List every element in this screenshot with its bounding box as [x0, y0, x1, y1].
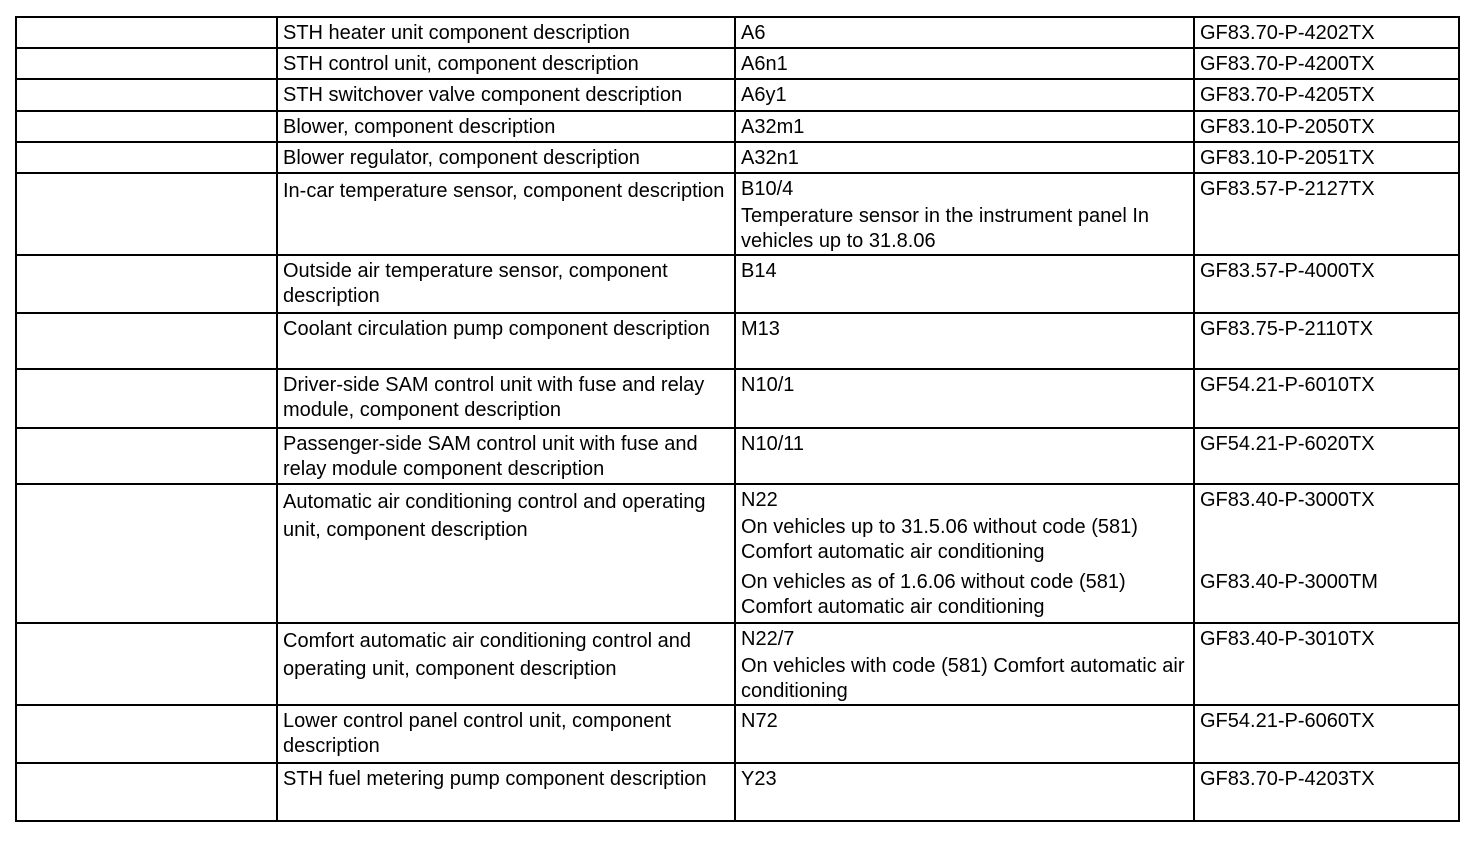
table-row [16, 111, 1459, 142]
reference-cell [1194, 79, 1459, 111]
blank-cell [16, 111, 277, 142]
description-cell: STH switchover valve component description [277, 79, 735, 111]
reference-link[interactable]: GF83.70-P-4205TX [1200, 84, 1375, 106]
code-value: M13 [741, 318, 780, 340]
code-cell [735, 484, 1194, 623]
table-row [16, 705, 1459, 763]
code-value: B14 [741, 260, 777, 282]
reference-link[interactable]: GF83.10-P-2050TX [1200, 116, 1375, 138]
description-cell: STH heater unit component description [277, 17, 735, 48]
reference-cell [1194, 17, 1459, 48]
reference-link[interactable]: GF83.75-P-2110TX [1200, 318, 1374, 340]
code-cell [735, 763, 1194, 821]
code-value: N22 [741, 489, 778, 511]
description-cell: In-car temperature sensor, component description [277, 173, 735, 255]
code-value: A6y1 [741, 84, 787, 106]
code-note: Temperature sensor in the instrument panel In vehicles up to 31.8.06 [741, 205, 1149, 252]
blank-cell [16, 369, 277, 428]
reference-cell [1194, 48, 1459, 79]
table-row [16, 17, 1459, 48]
code-cell [735, 173, 1194, 255]
code-cell [735, 428, 1194, 484]
description-cell: Blower, component description [277, 111, 735, 142]
code-cell [735, 369, 1194, 428]
reference-link[interactable]: GF83.57-P-4000TX [1200, 260, 1375, 282]
description-cell: STH control unit, component description [277, 48, 735, 79]
blank-cell [16, 173, 277, 255]
description-cell: Blower regulator, component description [277, 142, 735, 173]
reference-link[interactable]: GF83.40-P-3000TM [1200, 571, 1378, 593]
blank-cell [16, 705, 277, 763]
table-row [16, 255, 1459, 313]
code-note: On vehicles up to 31.5.06 without code (581) Comfort automatic air conditioning [741, 516, 1138, 563]
reference-cell [1194, 173, 1459, 255]
code-value: N10/1 [741, 374, 795, 396]
reference-link[interactable]: GF54.21-P-6020TX [1200, 433, 1375, 455]
description-cell: Driver-side SAM control unit with fuse and relay module, component description [277, 369, 735, 428]
blank-cell [16, 79, 277, 111]
reference-cell [1194, 763, 1459, 821]
blank-cell [16, 484, 277, 623]
table-row [16, 763, 1459, 821]
code-cell [735, 111, 1194, 142]
reference-cell [1194, 313, 1459, 369]
table-row [16, 484, 1459, 623]
component-reference-table [15, 16, 1460, 822]
code-note: On vehicles with code (581) Comfort automatic air conditioning [741, 655, 1185, 702]
blank-cell [16, 623, 277, 705]
table-row [16, 173, 1459, 255]
blank-cell [16, 142, 277, 173]
reference-cell [1194, 705, 1459, 763]
description-cell: Comfort automatic air conditioning control and operating unit, component description [277, 623, 735, 705]
reference-cell [1194, 428, 1459, 484]
description-cell: Outside air temperature sensor, component description [277, 255, 735, 313]
table-row [16, 428, 1459, 484]
code-cell [735, 48, 1194, 79]
reference-link[interactable]: GF83.40-P-3000TX [1200, 489, 1375, 511]
code-value: A6 [741, 22, 766, 44]
reference-cell [1194, 369, 1459, 428]
code-cell [735, 79, 1194, 111]
blank-cell [16, 255, 277, 313]
reference-link[interactable]: GF54.21-P-6060TX [1200, 710, 1375, 732]
blank-cell [16, 48, 277, 79]
code-cell [735, 255, 1194, 313]
table-row [16, 48, 1459, 79]
reference-cell [1194, 111, 1459, 142]
table-row [16, 313, 1459, 369]
reference-link[interactable]: GF83.70-P-4200TX [1200, 53, 1375, 75]
code-cell [735, 705, 1194, 763]
code-value: A32m1 [741, 116, 805, 138]
description-cell: Lower control panel control unit, component description [277, 705, 735, 763]
table-row [16, 79, 1459, 111]
reference-link[interactable]: GF83.70-P-4202TX [1200, 22, 1375, 44]
blank-cell [16, 313, 277, 369]
reference-link[interactable]: GF54.21-P-6010TX [1200, 374, 1375, 396]
description-cell: Passenger-side SAM control unit with fuse and relay module component description [277, 428, 735, 484]
reference-link[interactable]: GF83.70-P-4203TX [1200, 768, 1375, 790]
code-value: A6n1 [741, 53, 788, 75]
code-cell [735, 313, 1194, 369]
description-cell: Automatic air conditioning control and operating unit, component description [277, 484, 735, 623]
reference-link[interactable]: GF83.57-P-2127TX [1200, 178, 1375, 200]
table-row [16, 623, 1459, 705]
code-cell [735, 623, 1194, 705]
reference-link[interactable]: GF83.10-P-2051TX [1200, 147, 1375, 169]
reference-cell [1194, 484, 1459, 623]
description-cell: STH fuel metering pump component description [277, 763, 735, 821]
blank-cell [16, 428, 277, 484]
reference-link[interactable]: GF83.40-P-3010TX [1200, 628, 1375, 650]
reference-cell [1194, 623, 1459, 705]
code-value: N10/11 [741, 433, 805, 455]
reference-cell [1194, 142, 1459, 173]
code-note: On vehicles as of 1.6.06 without code (581) Comfort automatic air conditioning [741, 571, 1126, 618]
code-value: N22/7 [741, 628, 795, 650]
code-cell [735, 17, 1194, 48]
code-value: Y23 [741, 768, 777, 790]
code-value: N72 [741, 710, 778, 732]
reference-cell [1194, 255, 1459, 313]
blank-cell [16, 763, 277, 821]
code-value: B10/4 [741, 178, 794, 200]
table-row [16, 142, 1459, 173]
code-cell [735, 142, 1194, 173]
table-row [16, 369, 1459, 428]
code-value: A32n1 [741, 147, 799, 169]
description-cell: Coolant circulation pump component description [277, 313, 735, 369]
blank-cell [16, 17, 277, 48]
